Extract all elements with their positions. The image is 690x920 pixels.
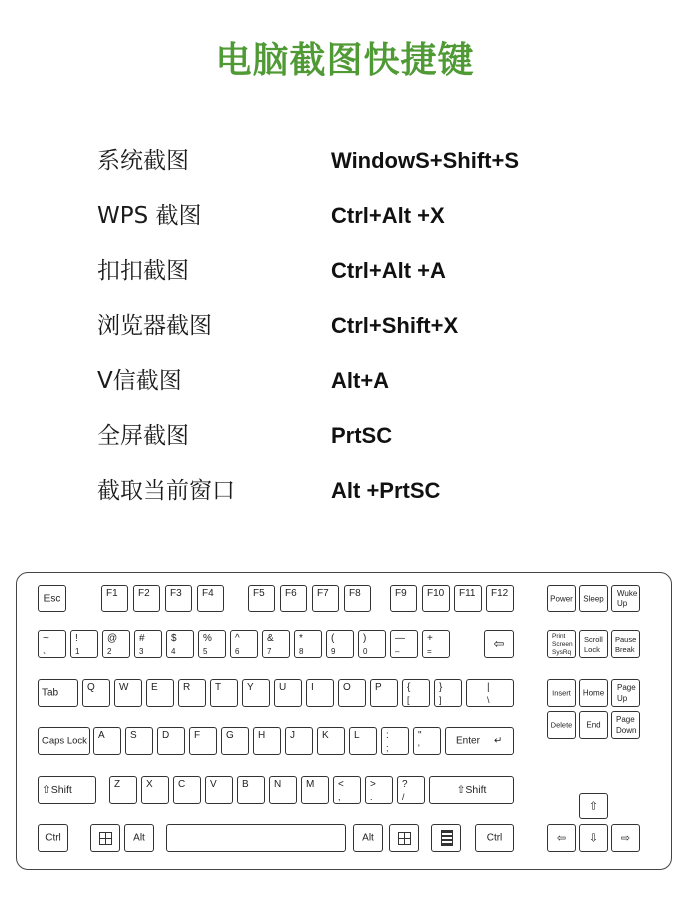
key-7: & 7 <box>262 630 290 658</box>
key-f2: F2 <box>133 585 160 612</box>
key-page-down: Page Down <box>611 711 640 739</box>
key-space <box>166 824 346 852</box>
windows-icon <box>398 832 411 845</box>
key-scroll-lock: Scroll Lock <box>579 630 608 658</box>
key-f6: F6 <box>280 585 307 612</box>
shortcut-row <box>97 306 657 346</box>
key-q: Q <box>82 679 110 707</box>
key-arrow-up: ⇧ <box>579 793 608 819</box>
key-2: @ 2 <box>102 630 130 658</box>
key-f11: F11 <box>454 585 482 612</box>
key-c: C <box>173 776 201 804</box>
key-wake-up: Wuke Up <box>611 585 640 612</box>
key-semicolon: : ; <box>381 727 409 755</box>
key-page-up: Page Up <box>611 679 640 707</box>
key-menu <box>431 824 461 852</box>
shortcut-keys: Ctrl+Shift+X <box>331 313 459 338</box>
shortcut-keys: WindowS+Shift+S <box>331 148 520 173</box>
key-right-alt: Alt <box>353 824 383 852</box>
key-d: D <box>157 727 185 755</box>
key-v: V <box>205 776 233 804</box>
key-y: Y <box>242 679 270 707</box>
key-z: Z <box>109 776 137 804</box>
key-w: W <box>114 679 142 707</box>
key-period: > . <box>365 776 393 804</box>
key-f10: F10 <box>422 585 450 612</box>
key-tab: Tab <box>38 679 78 707</box>
shortcut-name: 全屏截图 <box>97 423 189 449</box>
page-title: 电脑截图快捷键 <box>215 40 475 81</box>
key-m: M <box>301 776 329 804</box>
shortcut-name: 系统截图 <box>97 148 189 174</box>
shortcut-keys: Alt+A <box>331 368 390 393</box>
key-slash: ? / <box>397 776 425 804</box>
key-arrow-down: ⇩ <box>579 824 608 852</box>
key-f8: F8 <box>344 585 371 612</box>
key-r: R <box>178 679 206 707</box>
key-h: H <box>253 727 281 755</box>
key-left-bracket: { [ <box>402 679 430 707</box>
key-p: P <box>370 679 398 707</box>
key-f3: F3 <box>165 585 192 612</box>
shortcut-name: V信截图 <box>97 368 182 394</box>
menu-icon <box>441 830 453 846</box>
key-o: O <box>338 679 366 707</box>
key-j: J <box>285 727 313 755</box>
windows-icon <box>99 832 112 845</box>
keyboard-illustration <box>16 572 672 870</box>
shortcut-keys: Ctrl+Alt +A <box>331 258 446 283</box>
key-f7: F7 <box>312 585 339 612</box>
shortcut-name: 扣扣截图 <box>97 258 189 284</box>
key-g: G <box>221 727 249 755</box>
key-s: S <box>125 727 153 755</box>
shortcut-keys: Alt +PrtSC <box>331 478 441 503</box>
key-t: T <box>210 679 238 707</box>
key-left-alt: Alt <box>124 824 154 852</box>
key-print-screen: Print Screen SysRq <box>547 630 576 658</box>
key-f5: F5 <box>248 585 275 612</box>
key-arrow-left: ⇦ <box>547 824 576 852</box>
shortcut-name: 截取当前窗口 <box>97 478 235 504</box>
key-tilde: ~ 、 <box>38 630 66 658</box>
key-arrow-right: ⇨ <box>611 824 640 852</box>
key-b: B <box>237 776 265 804</box>
key-left-windows <box>90 824 120 852</box>
key-0: ) 0 <box>358 630 386 658</box>
key-l: L <box>349 727 377 755</box>
key-caps-lock: Caps Lock <box>38 727 90 755</box>
shortcut-row <box>97 251 657 291</box>
key-pause-break: Pause Break <box>611 630 640 658</box>
shortcut-row <box>97 196 657 236</box>
key-esc: Esc <box>38 585 66 612</box>
key-f12: F12 <box>486 585 514 612</box>
key-left-shift: ⇧Shift <box>38 776 96 804</box>
key-i: I <box>306 679 334 707</box>
key-u: U <box>274 679 302 707</box>
shortcut-keys: PrtSC <box>331 423 393 448</box>
key-8: * 8 <box>294 630 322 658</box>
key-right-windows <box>389 824 419 852</box>
key-9: ( 9 <box>326 630 354 658</box>
key-e: E <box>146 679 174 707</box>
key-sleep: Sleep <box>579 585 608 612</box>
key-k: K <box>317 727 345 755</box>
key-f9: F9 <box>390 585 417 612</box>
key-home: Home <box>579 679 608 707</box>
key-f1: F1 <box>101 585 128 612</box>
key-insert: Insert <box>547 679 576 707</box>
key-1: ! 1 <box>70 630 98 658</box>
key-quote: " ' <box>413 727 441 755</box>
key-3: # 3 <box>134 630 162 658</box>
key-delete: Delete <box>547 711 576 739</box>
key-enter: Enter ↵ <box>445 727 514 755</box>
shortcut-name: 浏览器截图 <box>97 313 212 339</box>
key-6: ^ 6 <box>230 630 258 658</box>
key-a: A <box>93 727 121 755</box>
shortcut-row <box>97 361 657 401</box>
key-f: F <box>189 727 217 755</box>
key-minus: — – <box>390 630 418 658</box>
key-right-bracket: } ] <box>434 679 462 707</box>
key-f4: F4 <box>197 585 224 612</box>
key-n: N <box>269 776 297 804</box>
key-backspace: ⇦ <box>484 630 514 658</box>
shortcut-row <box>97 416 657 456</box>
key-power: Power <box>547 585 576 612</box>
key-end: End <box>579 711 608 739</box>
key-equals: + = <box>422 630 450 658</box>
key-right-ctrl: Ctrl <box>475 824 514 852</box>
shortcut-row <box>97 471 657 511</box>
key-4: $ 4 <box>166 630 194 658</box>
shortcut-row <box>97 141 657 181</box>
shortcut-name: WPS 截图 <box>97 203 202 229</box>
key-comma: < , <box>333 776 361 804</box>
shortcut-keys: Ctrl+Alt +X <box>331 203 445 228</box>
key-left-ctrl: Ctrl <box>38 824 68 852</box>
key-backslash: | \ <box>466 679 514 707</box>
key-right-shift: ⇧Shift <box>429 776 514 804</box>
key-5: % 5 <box>198 630 226 658</box>
key-x: X <box>141 776 169 804</box>
